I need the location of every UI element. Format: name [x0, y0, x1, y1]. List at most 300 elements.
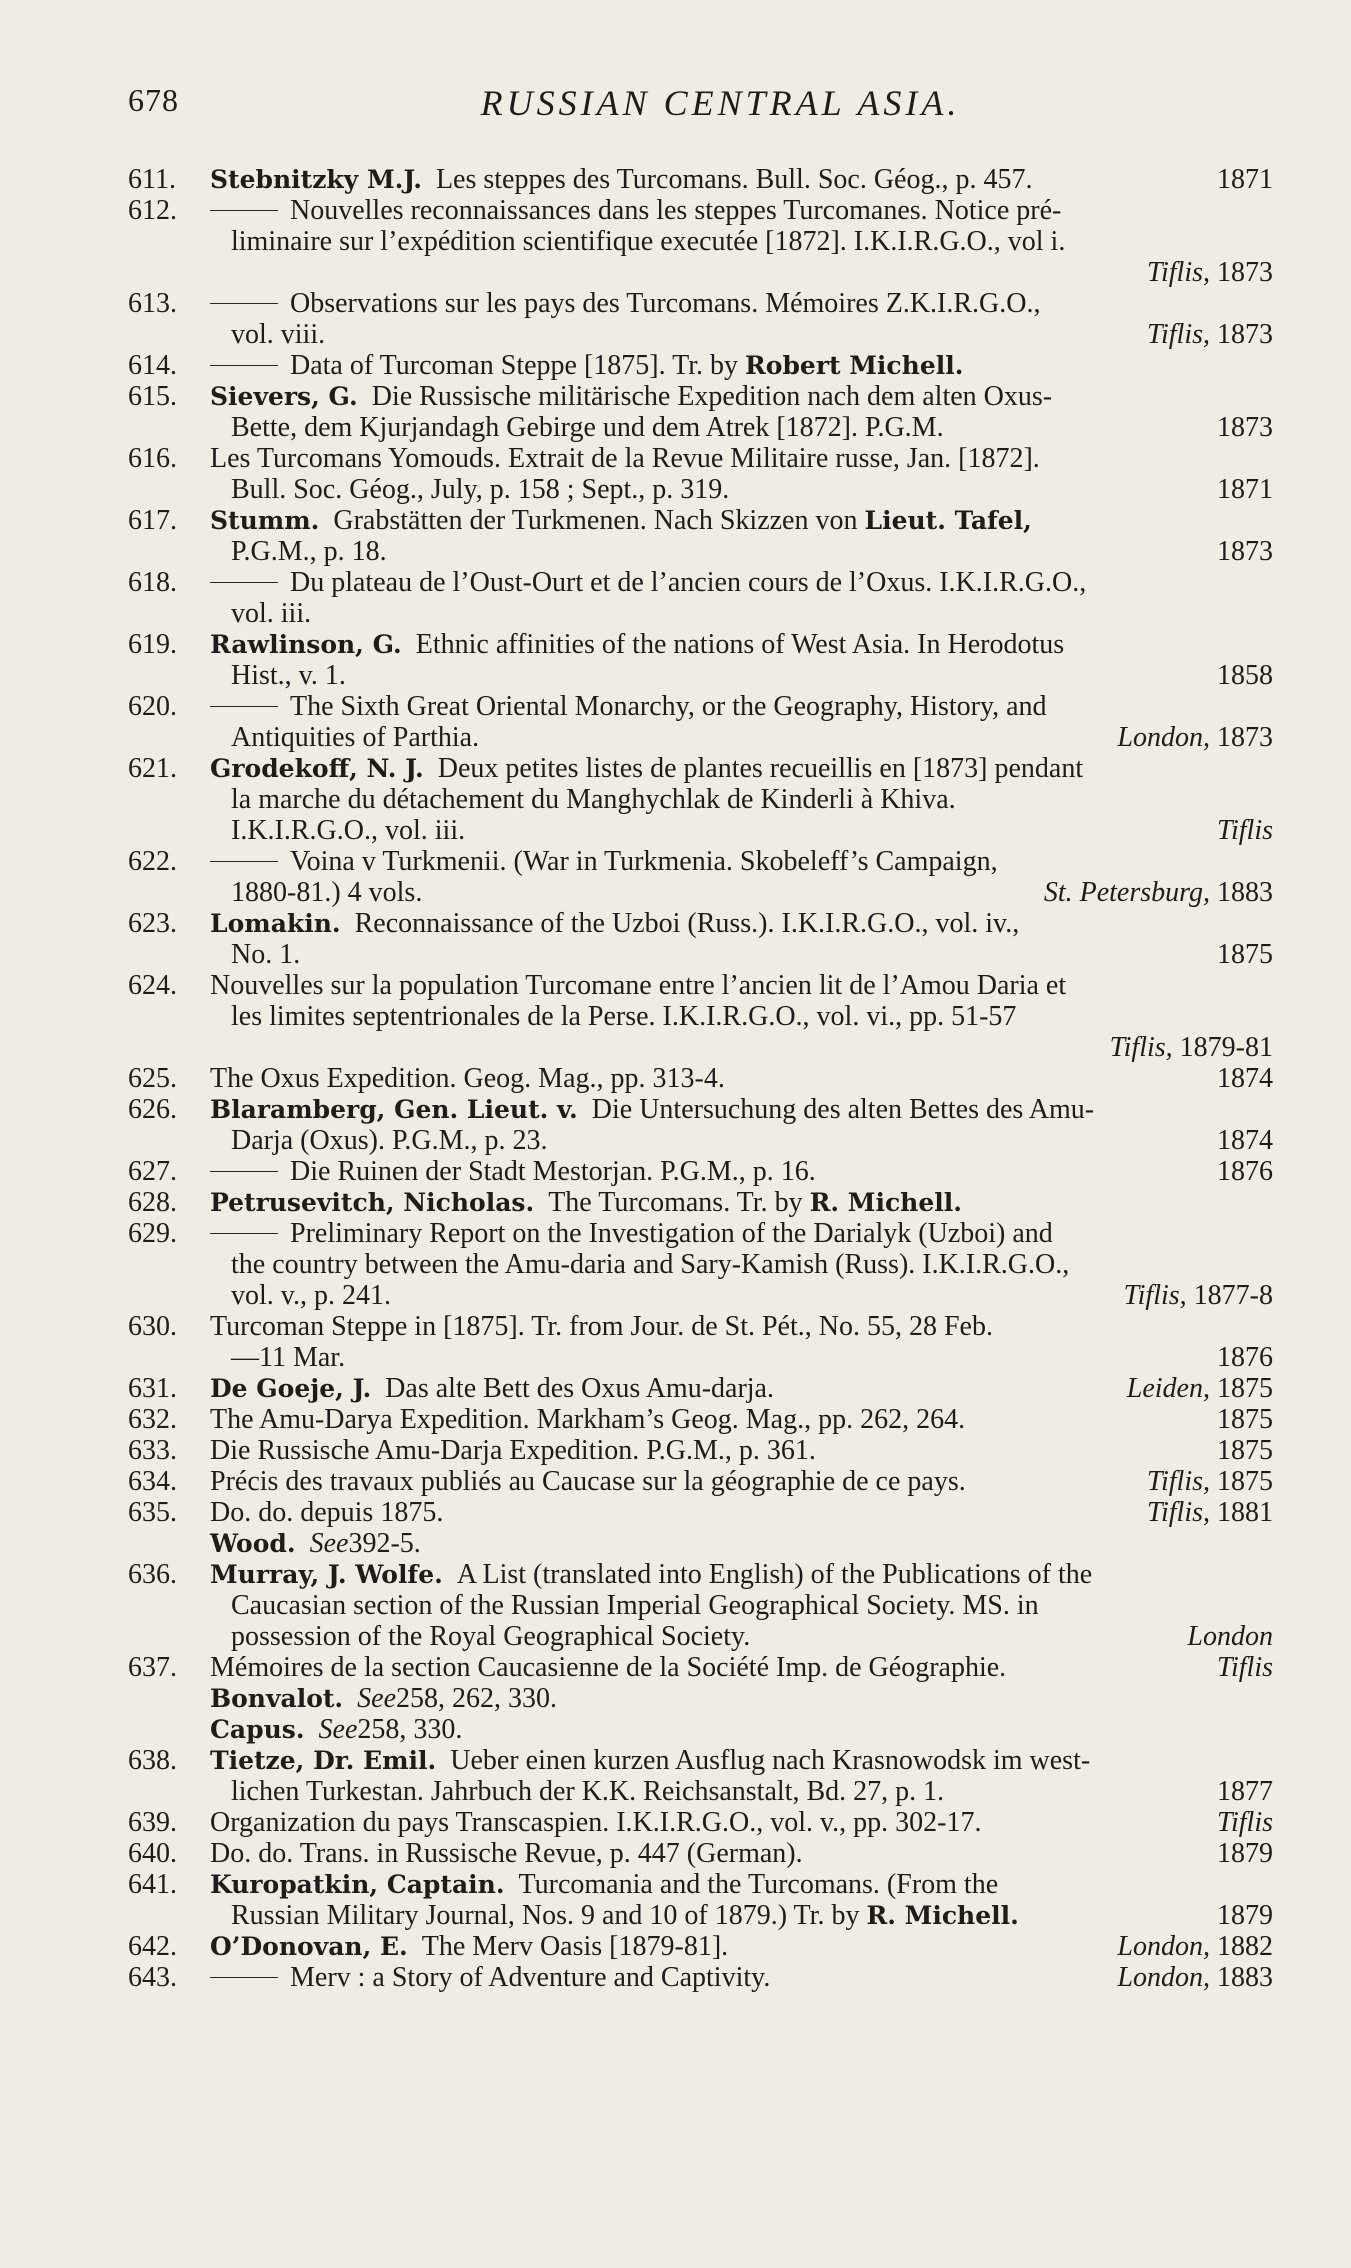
publication-place: Tiflis: [1216, 1652, 1273, 1683]
entry-line: [210, 598, 1273, 629]
publication-year: 1875: [1217, 1466, 1273, 1497]
publication-year: 1873: [1217, 536, 1273, 567]
entry-line: [210, 1466, 1273, 1497]
publication-year: 1883: [1217, 877, 1273, 908]
entry-line: [210, 1094, 1273, 1125]
entry-number: 628.: [128, 1187, 177, 1218]
entry-line: [210, 1311, 1273, 1342]
entry-title: Reconnaissance of the Uzboi (Russ.). I.K.I.R.G.O., vol. iv.,: [354, 908, 1020, 939]
bib-entry: [128, 1497, 1273, 1528]
entry-line: [210, 660, 1273, 691]
entry-imprint: [1117, 722, 1273, 753]
bib-entry: [128, 1435, 1273, 1466]
entry-continuation: vol. viii.: [231, 319, 326, 350]
cross-ref-author: Bonvalot.: [210, 1684, 344, 1713]
publication-year: 1875: [1217, 1435, 1273, 1466]
entry-text: [210, 691, 1047, 722]
entry-title: Ethnic affinities of the nations of West Asia. In Herodotus: [415, 629, 1065, 660]
entry-text: [210, 1931, 728, 1962]
entry-author: O’Donovan, E.: [210, 1932, 408, 1961]
illustrator: Lieut. Tafel,: [864, 506, 1032, 535]
entry-imprint: [1217, 939, 1273, 970]
entry-line: [210, 350, 1273, 381]
entry-title: The Sixth Great Oriental Monarchy, or the Geography, History, and: [290, 691, 1047, 722]
entry-continuation: I.K.I.R.G.O., vol. iii.: [231, 815, 466, 846]
bib-entry: [128, 1156, 1273, 1187]
entry-line: [210, 536, 1273, 567]
entry-text: [210, 1466, 966, 1497]
bib-entry: [128, 1683, 1273, 1714]
entry-line: [210, 1869, 1273, 1900]
entry-number: 630.: [128, 1311, 177, 1342]
bib-entry: [128, 1962, 1273, 1993]
entry-number: 614.: [128, 350, 177, 381]
ditto-dash: [210, 1977, 278, 1978]
entry-line: [210, 753, 1273, 784]
entry-title: Nouvelles sur la population Turcomane entre l’ancien lit de l’Amou Daria et: [210, 970, 1067, 1001]
bib-entry: [128, 1714, 1273, 1745]
publication-year: 1875: [1217, 1373, 1273, 1404]
entry-continuation: la marche du détachement du Manghychlak de Kinderli à Khiva.: [231, 784, 956, 815]
publication-place: London: [1187, 1621, 1273, 1652]
entry-line: [210, 1249, 1273, 1280]
entry-title: Précis des travaux publiés au Caucase sur la géographie de ce pays.: [210, 1466, 966, 1497]
entry-author: Blaramberg, Gen. Lieut. v.: [210, 1095, 578, 1124]
entry-number: 641.: [128, 1869, 177, 1900]
entry-title: Die Russische militärische Expedition nach dem alten Oxus-: [371, 381, 1053, 412]
entry-text: [210, 908, 1019, 939]
entry-continuation-wrap: [231, 1900, 1019, 1931]
entry-continuation: Bull. Soc. Géog., July, p. 158 ; Sept., p. 319.: [231, 474, 730, 505]
publication-year: 1879-81: [1179, 1032, 1273, 1063]
entry-author: Sievers, G.: [210, 382, 358, 411]
entry-line: [210, 1404, 1273, 1435]
see-refs: 258, 262, 330.: [396, 1683, 557, 1714]
entry-line: [210, 567, 1273, 598]
entry-continuation: vol. iii.: [231, 598, 312, 629]
entry-line: [210, 1032, 1273, 1063]
entry-title: The Oxus Expedition. Geog. Mag., pp. 313-4.: [210, 1063, 725, 1094]
entry-text: [210, 1094, 1094, 1125]
entry-text: [210, 381, 1052, 412]
entry-title: Du plateau de l’Oust-Ourt et de l’ancien cours de l’Oxus. I.K.I.R.G.O.,: [290, 567, 1087, 598]
publication-year: 1875: [1217, 1404, 1273, 1435]
entry-line: [210, 1931, 1273, 1962]
bib-entry: [128, 1373, 1273, 1404]
bib-entry: [128, 846, 1273, 908]
publication-place: Tiflis,: [1146, 319, 1210, 350]
bib-entry: [128, 1838, 1273, 1869]
bib-entry: [128, 1931, 1273, 1962]
entry-continuation: P.G.M., p. 18.: [231, 536, 387, 567]
translator: R. Michell.: [866, 1901, 1019, 1930]
entry-author: Grodekoff, N. J.: [210, 754, 424, 783]
entry-line: [210, 1776, 1273, 1807]
bib-entry: [128, 1559, 1273, 1652]
page-number: 678: [128, 82, 179, 118]
entry-title: Preliminary Report on the Investigation of the Darialyk (Uzboi) and: [290, 1218, 1053, 1249]
bib-entry: [128, 1404, 1273, 1435]
bib-entry: [128, 1311, 1273, 1373]
ditto-dash: [210, 1171, 278, 1172]
entry-text: [210, 443, 1040, 474]
entry-continuation: possession of the Royal Geographical Society.: [231, 1621, 751, 1652]
entry-line: [210, 908, 1273, 939]
entry-line: [210, 691, 1273, 722]
publication-year: 1858: [1217, 660, 1273, 691]
entry-line: [210, 1962, 1273, 1993]
entry-title: Les steppes des Turcomans. Bull. Soc. Géog., p. 457.: [435, 164, 1033, 195]
entry-imprint: [1217, 1807, 1273, 1838]
entry-line: [210, 1342, 1273, 1373]
publication-place: Tiflis: [1216, 815, 1273, 846]
see-label: See: [318, 1714, 358, 1745]
entry-number: 629.: [128, 1218, 177, 1249]
see-refs: 258, 330.: [357, 1714, 463, 1745]
entry-text: [210, 1156, 816, 1187]
entry-line: [210, 877, 1273, 908]
publication-year: 1883: [1217, 1962, 1273, 1993]
entry-number: 615.: [128, 381, 177, 412]
entry-line: [210, 1621, 1273, 1652]
publication-place: Tiflis: [1216, 1807, 1273, 1838]
entry-imprint: [1117, 1931, 1273, 1962]
entry-number: 627.: [128, 1156, 177, 1187]
entry-number: 638.: [128, 1745, 177, 1776]
publication-place: Tiflis,: [1146, 1497, 1210, 1528]
entry-imprint: [1044, 877, 1273, 908]
publication-year: 1879: [1217, 1838, 1273, 1869]
entry-line: [210, 1280, 1273, 1311]
entry-continuation: vol. v., p. 241.: [231, 1280, 391, 1311]
entry-title: The Merv Oasis [1879-81].: [421, 1931, 729, 1962]
entry-line: [210, 1528, 1273, 1559]
entry-number: 617.: [128, 505, 177, 536]
entry-imprint: [1217, 1342, 1273, 1373]
entry-title: Nouvelles reconnaissances dans les steppes Turcomanes. Notice pré-: [290, 195, 1062, 226]
entry-text: [210, 1063, 725, 1094]
entry-author: Lomakin.: [210, 909, 341, 938]
entry-continuation: Russian Military Journal, Nos. 9 and 10 of 1879.) Tr. by: [231, 1900, 860, 1931]
entry-title: The Amu-Darya Expedition. Markham’s Geog. Mag., pp. 262, 264.: [210, 1404, 966, 1435]
cross-ref-author: Wood.: [210, 1529, 296, 1558]
entry-imprint: [1217, 412, 1273, 443]
entry-title: Observations sur les pays des Turcomans. Mémoires Z.K.I.R.G.O.,: [290, 288, 1041, 319]
entry-line: [210, 288, 1273, 319]
publication-year: 1874: [1217, 1063, 1273, 1094]
entry-line: [210, 1063, 1273, 1094]
publication-year: 1881: [1217, 1497, 1273, 1528]
see-refs: 392-5.: [348, 1528, 421, 1559]
translator: R. Michell.: [809, 1188, 962, 1217]
entry-line: [210, 1125, 1273, 1156]
publication-year: 1882: [1217, 1931, 1273, 1962]
entry-number: 611.: [128, 164, 176, 195]
entry-text: [210, 753, 1083, 784]
entry-number: 636.: [128, 1559, 177, 1590]
entry-imprint: [1117, 1962, 1273, 1993]
entry-number: 621.: [128, 753, 177, 784]
see-label: See: [357, 1683, 396, 1714]
entry-text: [210, 1962, 770, 1993]
publication-year: 1876: [1217, 1156, 1273, 1187]
entry-line: [210, 381, 1273, 412]
entry-line: [210, 1559, 1273, 1590]
running-title: RUSSIAN CENTRAL ASIA.: [480, 83, 961, 123]
entry-title: Merv : a Story of Adventure and Captivity.: [290, 1962, 771, 1993]
entry-title: Les Turcomans Yomouds. Extrait de la Revue Militaire russe, Jan. [1872].: [210, 443, 1040, 474]
publication-year: 1873: [1217, 722, 1273, 753]
entry-text: [210, 1559, 1092, 1590]
entry-imprint: [1217, 474, 1273, 505]
entry-line: [210, 784, 1273, 815]
entry-number: 635.: [128, 1497, 177, 1528]
entry-line: [210, 1838, 1273, 1869]
entry-number: 640.: [128, 1838, 177, 1869]
bib-entry: [128, 288, 1273, 350]
bib-entry: [128, 164, 1273, 195]
entry-line: [210, 722, 1273, 753]
entry-imprint: [1217, 815, 1273, 846]
entry-continuation: Antiquities of Parthia.: [231, 722, 480, 753]
entry-imprint: [1187, 1621, 1273, 1652]
entry-text: [210, 1218, 1053, 1249]
translator: Robert Michell.: [745, 351, 964, 380]
entry-text: [210, 1404, 965, 1435]
bib-entry: [128, 1063, 1273, 1094]
entry-number: 631.: [128, 1373, 177, 1404]
entry-title: Do. do. Trans. in Russische Revue, p. 447 (German).: [210, 1838, 803, 1869]
publication-place: Tiflis,: [1109, 1032, 1173, 1063]
entry-title: Organization du pays Transcaspien. I.K.I.R.G.O., vol. v., pp. 302-17.: [210, 1807, 982, 1838]
entry-title: Ueber einen kurzen Ausflug nach Krasnowodsk im west-: [450, 1745, 1091, 1776]
bib-entry: [128, 1528, 1273, 1559]
entry-line: [210, 226, 1273, 257]
entry-continuation: the country between the Amu-daria and Sary-Kamish (Russ). I.K.I.R.G.O.,: [231, 1249, 1070, 1280]
entry-imprint: [1217, 660, 1273, 691]
entry-text: [210, 1373, 774, 1404]
entry-line: [210, 443, 1273, 474]
entry-imprint: [1124, 1280, 1273, 1311]
entry-line: [210, 164, 1273, 195]
entry-continuation: —11 Mar.: [231, 1342, 346, 1373]
entry-title: Turcoman Steppe in [1875]. Tr. from Jour. de St. Pét., No. 55, 28 Feb.: [210, 1311, 993, 1342]
publication-year: 1879: [1217, 1900, 1273, 1931]
entry-line: [210, 1652, 1273, 1683]
entry-line: [210, 1745, 1273, 1776]
entry-number: 637.: [128, 1652, 177, 1683]
entry-number: 612.: [128, 195, 177, 226]
entry-imprint: [1217, 1156, 1273, 1187]
entry-imprint: [1217, 1063, 1273, 1094]
entry-title: Deux petites listes de plantes recueillis en [1873] pendant: [437, 753, 1084, 784]
bib-entry: [128, 1094, 1273, 1156]
publication-year: 1871: [1217, 164, 1273, 195]
entry-title: A List (translated into English) of the Publications of the: [456, 1559, 1093, 1590]
entry-continuation: lichen Turkestan. Jahrbuch der K.K. Reichsanstalt, Bd. 27, p. 1.: [231, 1776, 945, 1807]
entry-line: [210, 1373, 1273, 1404]
entry-line: [210, 1156, 1273, 1187]
entry-line: [210, 629, 1273, 660]
bib-entry: [128, 567, 1273, 629]
entry-line: [210, 1900, 1273, 1931]
entry-number: 634.: [128, 1466, 177, 1497]
bib-entry: [128, 1807, 1273, 1838]
entry-author: Stumm.: [210, 506, 320, 535]
entry-continuation: Hist., v. 1.: [231, 660, 346, 691]
entry-line: [210, 1807, 1273, 1838]
entry-line: [210, 1590, 1273, 1621]
entry-number: 626.: [128, 1094, 177, 1125]
entry-text: [210, 1745, 1090, 1776]
bib-entry: [128, 970, 1273, 1063]
bib-entry: [128, 753, 1273, 846]
entry-number: 616.: [128, 443, 177, 474]
entry-number: 624.: [128, 970, 177, 1001]
entry-title: Data of Turcoman Steppe [1875]. Tr. by: [290, 350, 738, 381]
publication-year: 1877-8: [1193, 1280, 1273, 1311]
entry-text: [210, 1652, 1006, 1683]
entry-line: [210, 195, 1273, 226]
entry-line: [210, 505, 1273, 536]
entry-number: 625.: [128, 1063, 177, 1094]
publication-place: London,: [1117, 1931, 1210, 1962]
ditto-dash: [210, 303, 278, 304]
entry-author: De Goeje, J.: [210, 1374, 372, 1403]
entry-line: [210, 970, 1273, 1001]
page-header: [128, 82, 1273, 132]
publication-place: Tiflis,: [1123, 1280, 1187, 1311]
entry-text: [210, 567, 1086, 598]
entry-number: 633.: [128, 1435, 177, 1466]
entry-imprint: [1110, 1032, 1273, 1063]
entry-line: [210, 1187, 1273, 1218]
entry-imprint: [1217, 1900, 1273, 1931]
bib-entry: [128, 505, 1273, 567]
ditto-dash: [210, 861, 278, 862]
publication-place: Tiflis,: [1146, 257, 1210, 288]
entry-title: The Turcomans. Tr. by: [548, 1187, 803, 1218]
publication-year: 1873: [1217, 412, 1273, 443]
publication-place: London,: [1117, 1962, 1210, 1993]
entry-line: [210, 1001, 1273, 1032]
entry-number: 613.: [128, 288, 177, 319]
entry-imprint: [1147, 1466, 1273, 1497]
bib-entry: [128, 1466, 1273, 1497]
bib-entry: [128, 443, 1273, 505]
publication-year: 1876: [1217, 1342, 1273, 1373]
entry-number: 632.: [128, 1404, 177, 1435]
entry-continuation: 1880-81.) 4 vols.: [231, 877, 423, 908]
entry-number: 620.: [128, 691, 177, 722]
publication-year: 1874: [1217, 1125, 1273, 1156]
entry-imprint: [1147, 319, 1273, 350]
ditto-dash: [210, 582, 278, 583]
entry-imprint: [1147, 257, 1273, 288]
entry-line: [210, 474, 1273, 505]
entry-imprint: [1217, 1435, 1273, 1466]
entry-title: Mémoires de la section Caucasienne de la Société Imp. de Géographie.: [210, 1652, 1007, 1683]
publication-year: 1877: [1217, 1776, 1273, 1807]
entry-number: 622.: [128, 846, 177, 877]
entry-text: [210, 1869, 998, 1900]
entry-title: Die Ruinen der Stadt Mestorjan. P.G.M., p. 16.: [290, 1156, 816, 1187]
entry-imprint: [1217, 1652, 1273, 1683]
bib-entry: [128, 350, 1273, 381]
entry-title: Die Untersuchung des alten Bettes des Amu-: [591, 1094, 1095, 1125]
bibliography-list: [128, 164, 1273, 1993]
bib-entry: [128, 629, 1273, 691]
entry-line: [210, 412, 1273, 443]
entry-text: [210, 1807, 981, 1838]
entry-text: [210, 1497, 443, 1528]
entry-title: Voina v Turkmenii. (War in Turkmenia. Skobeleff’s Campaign,: [290, 846, 998, 877]
entry-line: [210, 1435, 1273, 1466]
publication-place: Tiflis,: [1146, 1466, 1210, 1497]
publication-place: St. Petersburg,: [1043, 877, 1210, 908]
publication-place: Leiden,: [1126, 1373, 1210, 1404]
bib-entry: [128, 1218, 1273, 1311]
bib-entry: [128, 195, 1273, 288]
bib-entry: [128, 1869, 1273, 1931]
entry-text: [210, 288, 1041, 319]
entry-number: 618.: [128, 567, 177, 598]
entry-line: [210, 1683, 1273, 1714]
entry-imprint: [1217, 164, 1273, 195]
entry-imprint: [1217, 1404, 1273, 1435]
entry-imprint: [1217, 1776, 1273, 1807]
publication-year: 1871: [1217, 474, 1273, 505]
entry-imprint: [1147, 1497, 1273, 1528]
entry-continuation: les limites septentrionales de la Perse. I.K.I.R.G.O., vol. vi., pp. 51-57: [231, 1001, 1017, 1032]
entry-line: [210, 815, 1273, 846]
publication-year: 1875: [1217, 939, 1273, 970]
entry-imprint: [1217, 1838, 1273, 1869]
entry-author: Tietze, Dr. Emil.: [210, 1746, 437, 1775]
entry-text: [210, 629, 1064, 660]
entry-number: 642.: [128, 1931, 177, 1962]
entry-text: [210, 970, 1066, 1001]
entry-continuation: liminaire sur l’expédition scientifique executée [1872]. I.K.I.R.G.O., vol i.: [231, 226, 1066, 257]
entry-continuation: Darja (Oxus). P.G.M., p. 23.: [231, 1125, 548, 1156]
entry-text: [210, 350, 963, 381]
entry-continuation: Bette, dem Kjurjandagh Gebirge und dem Atrek [1872]. P.G.M.: [231, 412, 944, 443]
entry-author: Rawlinson, G.: [210, 630, 402, 659]
entry-title: Do. do. depuis 1875.: [210, 1497, 444, 1528]
publication-place: London,: [1117, 722, 1210, 753]
entry-text: [210, 164, 1032, 195]
entry-imprint: [1217, 1125, 1273, 1156]
ditto-dash: [210, 706, 278, 707]
cross-ref-author: Capus.: [210, 1715, 305, 1744]
entry-number: 639.: [128, 1807, 177, 1838]
entry-number: 619.: [128, 629, 177, 660]
bib-entry: [128, 381, 1273, 443]
ditto-dash: [210, 210, 278, 211]
entry-text: [210, 1187, 962, 1218]
ditto-dash: [210, 365, 278, 366]
entry-number: 643.: [128, 1962, 177, 1993]
entry-imprint: [1217, 536, 1273, 567]
entry-text: [210, 195, 1061, 226]
entry-imprint: [1127, 1373, 1273, 1404]
entry-author: Murray, J. Wolfe.: [210, 1560, 443, 1589]
entry-title: Grabstätten der Turkmenen. Nach Skizzen von: [333, 505, 858, 536]
entry-text: [210, 846, 998, 877]
entry-number: 623.: [128, 908, 177, 939]
entry-title: Turcomania and the Turcomans. (From the: [518, 1869, 999, 1900]
entry-line: [210, 1497, 1273, 1528]
